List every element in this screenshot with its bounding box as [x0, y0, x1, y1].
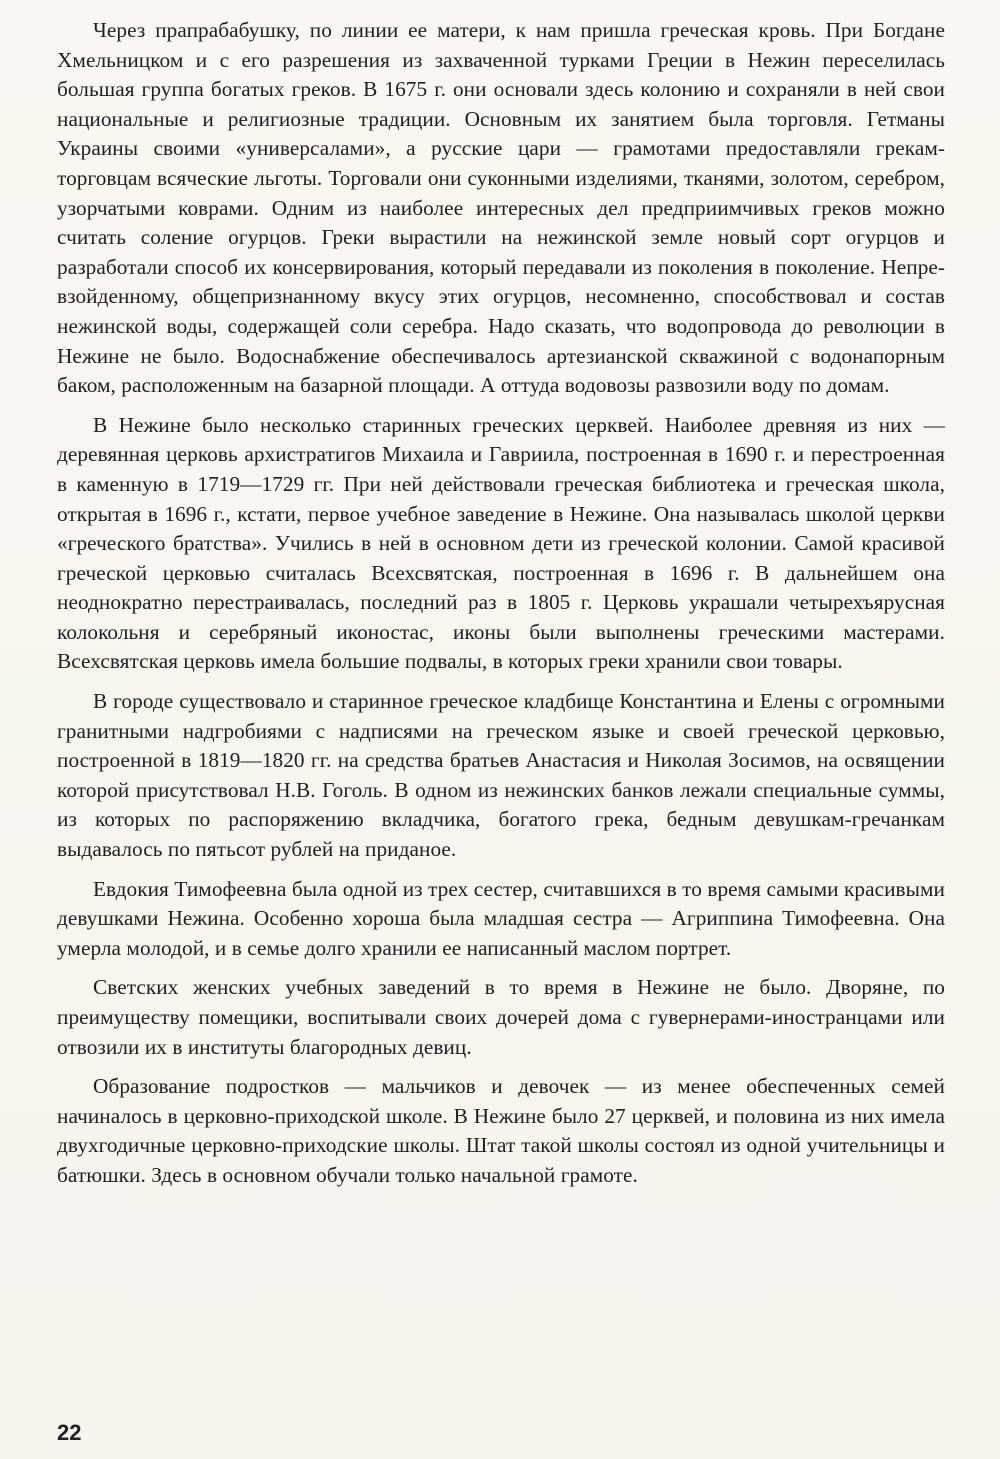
- paragraph-greek-churches: В Нежине было несколько старинных греческих церквей. Наиболее древняя из них — деревянная церковь архистратигов Михаила и Гавриила, построенная в 1690 г. и перестроенная в каменную в 1719—1729 гг. При ней действовали греческая библиотека и греческая школа, открытая в 1696 г., кстати, первое учебное заведение в Нежине. Она называлась школой церкви «греческого братства». Учились в ней в основном дети из греческой колонии. Самой красивой греческой церковью считалась Всехсвятская, построенная в 1696 г. В дальнейшем она неоднократно перестраивалась, последний раз в 1805 г. Церковь украшали четырехъярусная колокольня и серебряный иконостас, иконы были выполнены греческими мастерами. Всехсвятская церковь имела большие подвалы, в которых греки хранили свои товары.: [57, 412, 945, 674]
- paragraph-greek-cemetery: В городе существовало и старинное греческое кладбище Константина и Елены с огромными гранитными надгробиями с надписями на греческом языке и своей греческой церковью, построенной в 1819—1820 гг. на средства братьев Анастасия и Николая Зосимов, на освящении которой присутствовал Н.В. Гоголь. В одном из нежинских банков лежали специальные суммы, из которых по распоряжению вкладчика, богатого грека, бедным девушкам-гречанкам выдавалось по пятьсот рублей на приданое.: [57, 689, 945, 862]
- paragraph-greek-heritage: Через прапрабабушку, по линии ее матери, к нам пришла греческая кровь. При Богдане Хмельницком и с его разрешения из захваченной турками Греции в Нежин переселилась большая группа богатых греков. В 1675 г. они основали здесь колонию и сохраняли в ней свои национальные и религиозные традиции. Основным их занятием была торговля. Гетманы Украины своими «универсалами», а русские цари — грамотами предоставляли грекам-торговцам всяческие льготы. Торговали они суконными изделиями, тканями, золотом, серебром, узорчатыми коврами. Одним из наиболее интересных дел предприимчивых греков можно считать соление огурцов. Греки вырастили на нежинской земле новый сорт огурцов и разработали способ их консервирования, который передавали из поколения в поколение. Непревзойденному, общепризнанному вкусу этих огурцов, несомненно, способствовал и состав нежинской воды, содержащей соли серебра. Надо сказать, что водопровода до революции в Нежине не было. Водоснабжение обеспечивалось артезианской скважиной с водонапорным баком, расположенным на базарной площади. А оттуда водовозы развозили воду по домам.: [57, 18, 945, 398]
- paragraph-three-sisters: Евдокия Тимофеевна была одной из трех сестер, считавшихся в то время самыми красивыми девушками Нежина. Особенно хороша была младшая сестра — Агриппина Тимофеевна. Она умерла молодой, и в семье долго хранили ее написанный маслом портрет.: [57, 876, 945, 960]
- page-number: 22: [57, 1420, 82, 1445]
- paragraph-parish-schools: Образование подростков — мальчиков и девочек — из менее обеспеченных семей начиналось в церковно-приходской школе. В Нежине было 27 церквей, и половина из них имела двухгодичные церковно-приходские школы. Штат такой школы состоял из одной учительницы и батюшки. Здесь в основном обучали только начальной грамоте.: [57, 1074, 945, 1187]
- paragraph-womens-education: Светских женских учебных заведений в то время в Нежине не было. Дворяне, по преимуществу помещики, воспитывали своих дочерей дома с гувернерами-иностранцами или отвозили их в институты благородных девиц.: [57, 975, 945, 1059]
- page-body-text: [57, 16, 945, 1191]
